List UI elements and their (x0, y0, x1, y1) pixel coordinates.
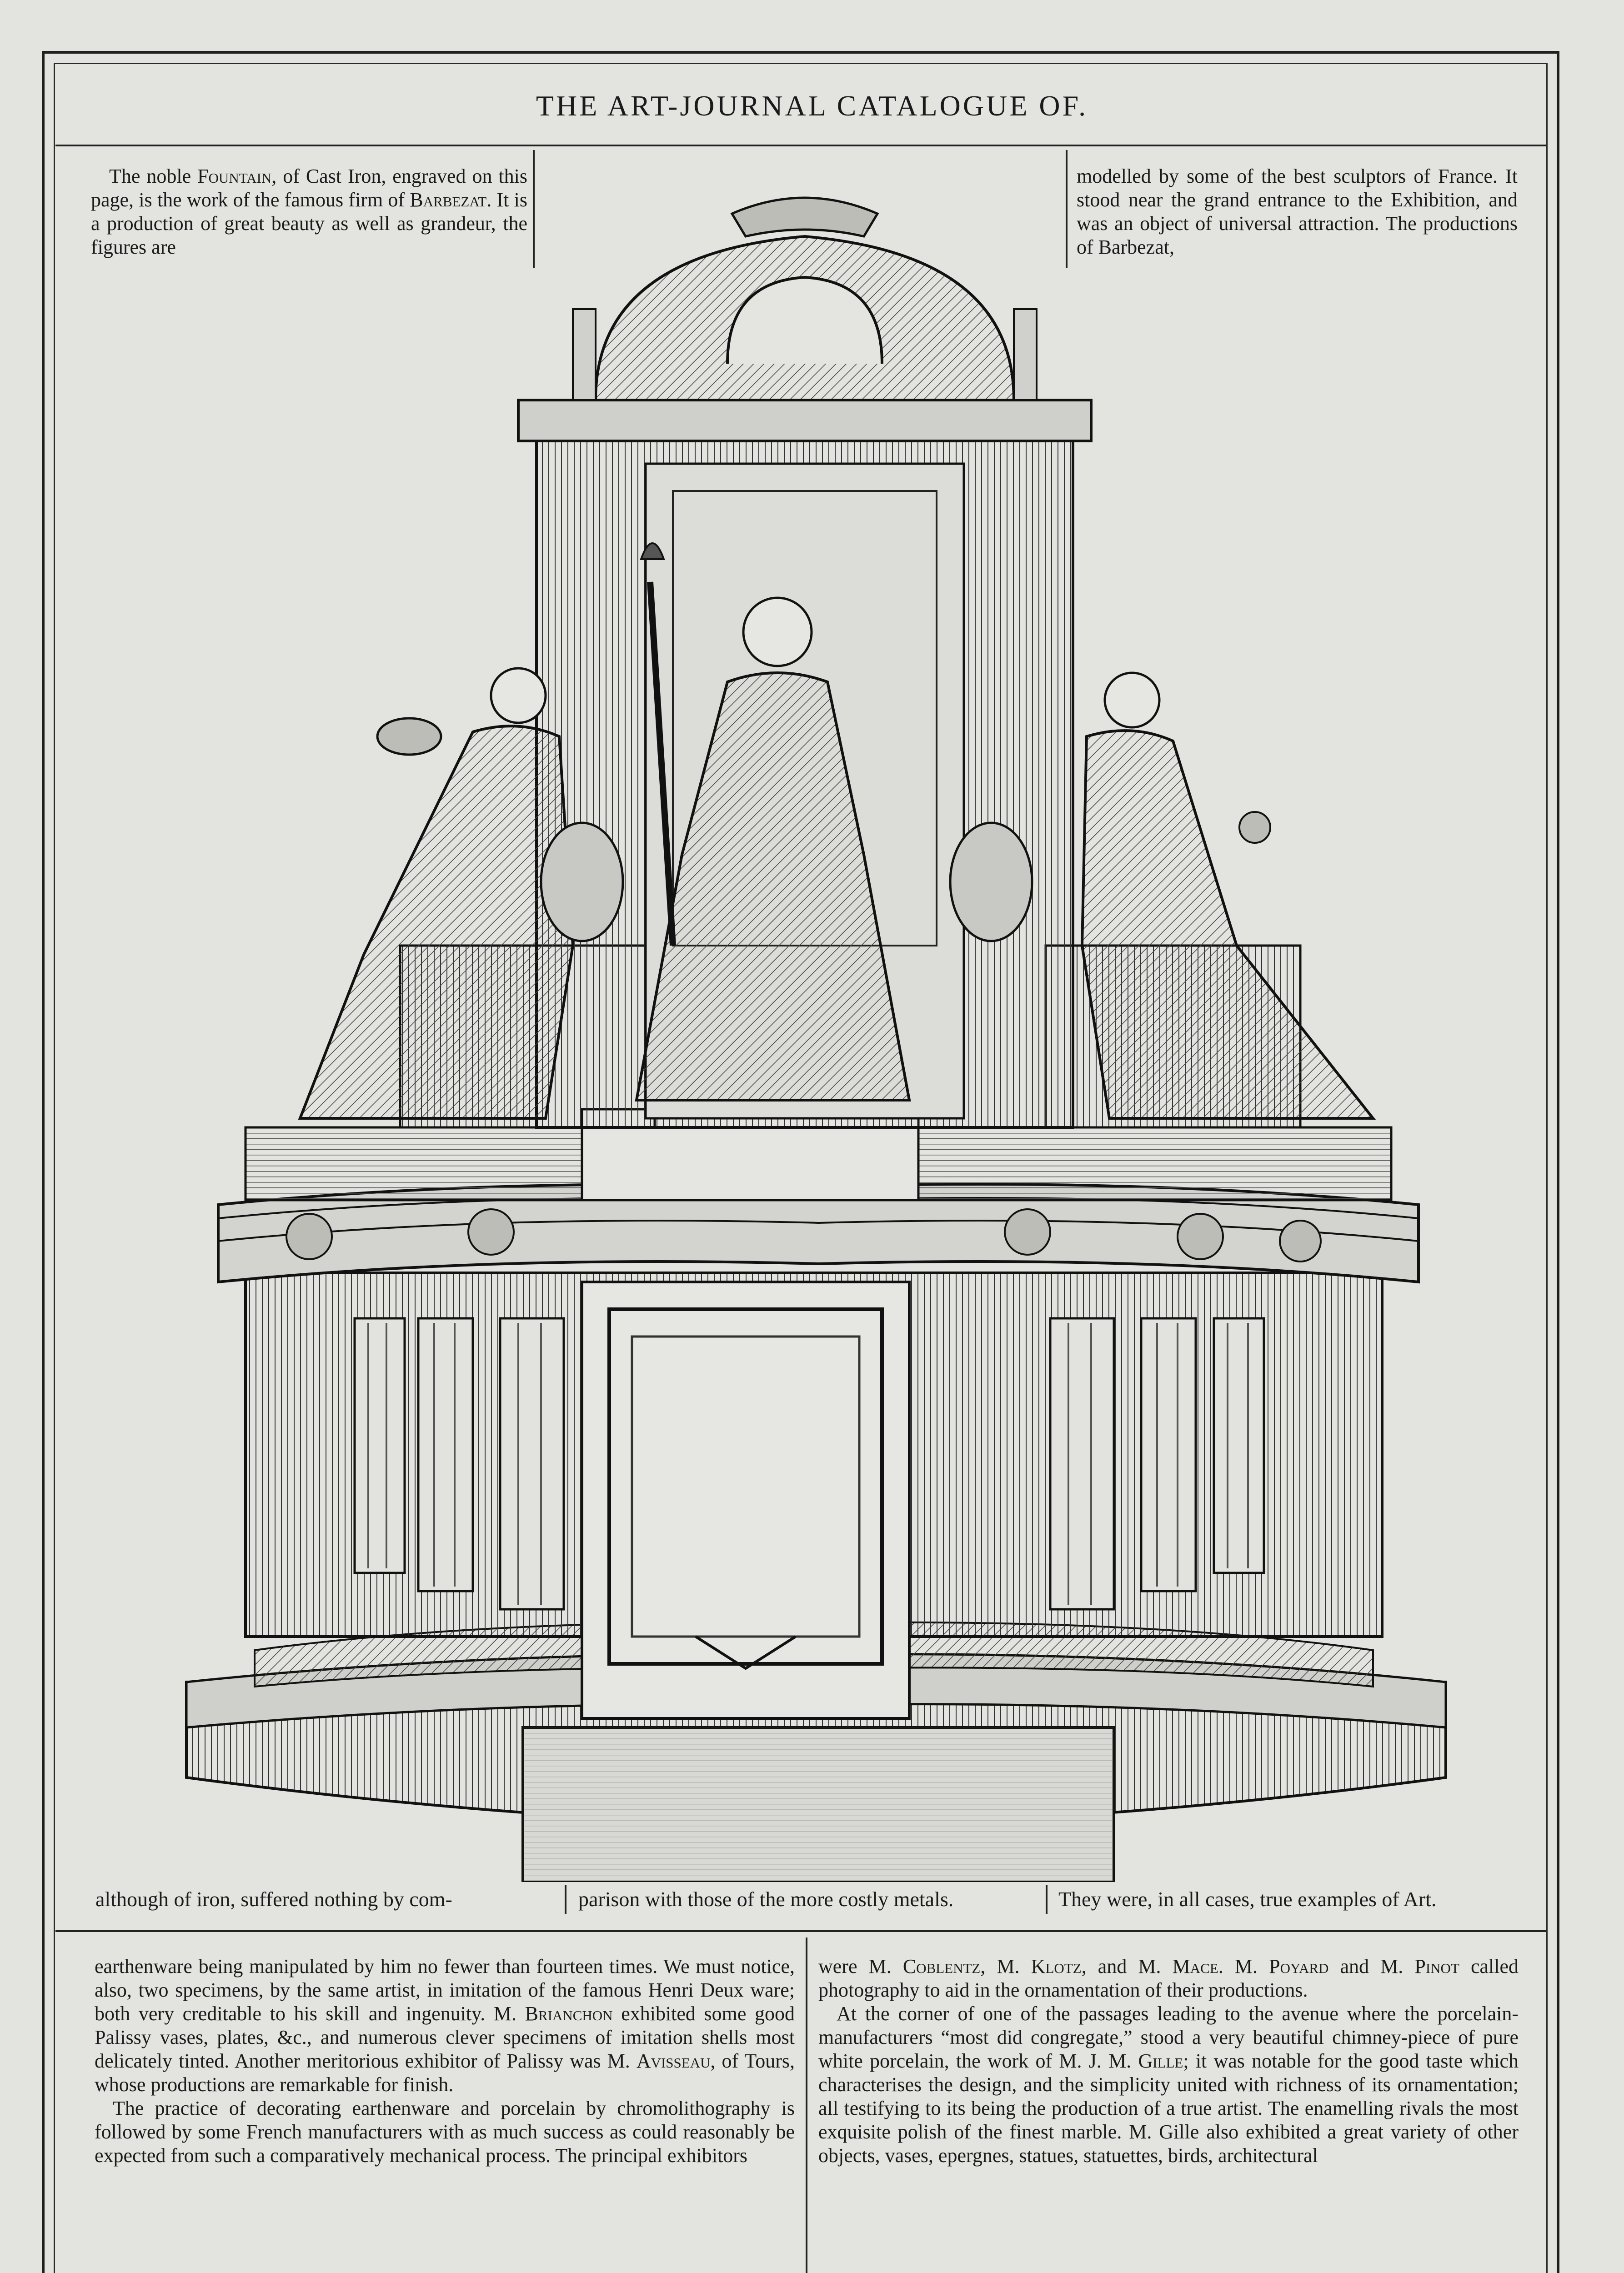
intro-text: , of Cast Iron, engraved on this page, is the work of the famous firm of (91, 165, 527, 211)
body-text: exhibited some good Palissy vases, plates, &c., and numerous clever specimens of imitation shells most delicately tinted. Another meritorious exhibitor of Palissy was M. (95, 2003, 795, 2072)
body-left-paragraph-2: The practice of decorating earthenware and porcelain by chromolithography is followed by some French manufacturers with as much success as could reasonably be expected from such a comparatively mechanical process. The principal exhibitors (95, 2097, 795, 2167)
caption-part-3: They were, in all cases, true examples of Art. (1058, 1887, 1437, 1911)
fountain-smallcaps: Fountain (197, 165, 272, 187)
running-header: THE ART-JOURNAL CATALOGUE OF. (536, 90, 1088, 122)
mace-smallcaps: Mace (1172, 1955, 1218, 1978)
left-seated-figure (300, 668, 573, 1118)
intro-right-paragraph: modelled by some of the best sculptors of France. It stood near the grand entrance to the Exhibition, and was an object of universal attraction. The productions of Barbezat, (1077, 165, 1518, 258)
caption-part-2: parison with those of the more costly metals. (578, 1887, 954, 1911)
body-text: At the corner of one of the passages leading to the avenue where the porcelain-manufacturers “most did congregate,” stood a very beautiful chimney-piece of pure white porcelain, the work of M. (818, 2003, 1519, 2072)
body-left-paragraph-1 (95, 1955, 795, 2097)
body-text: , and M. (1081, 1955, 1173, 1978)
avisseau-smallcaps: Avisseau (636, 2050, 711, 2072)
gille-smallcaps: J. M. Gille (1088, 2050, 1183, 2072)
body-text: called photography to aid in the ornamentation of their productions. (818, 1955, 1519, 2001)
body-right-column (818, 1955, 1519, 2168)
intro-text: . It is a production of great beauty as well as grandeur, the figures are (91, 189, 527, 258)
body-text: . M. (1218, 1955, 1269, 1978)
body-text: and M. (1328, 1955, 1415, 1978)
caption-part-1: although of iron, suffered nothing by com- (95, 1887, 452, 1911)
klotz-smallcaps: Klotz (1031, 1955, 1082, 1978)
body-text: ; it was notable for the good taste which characterises the design, and the simplicity united with richness of its ornamentation; all testifying to its being the production of a true artist. The enamelling rivals the most exquisite polish of the finest marble. M. Gille also exhibited a great variety of other objects, vases, epergnes, statues, statuettes, birds, architectural (818, 2050, 1519, 2167)
brianchon-smallcaps: Brianchon (525, 2003, 613, 2025)
body-column-divider (806, 1938, 807, 2273)
intro-text: The noble (109, 165, 198, 187)
fountain-engraving (173, 173, 1455, 1882)
body-text: were M. (818, 1955, 903, 1978)
pinot-smallcaps: Pinot (1414, 1955, 1459, 1978)
header-rule (55, 145, 1546, 146)
body-left-column (95, 1955, 795, 2168)
body-right-paragraph-1 (818, 1955, 1519, 2002)
poyard-smallcaps: Poyard (1269, 1955, 1329, 1978)
barbezat-smallcaps: Barbezat (410, 189, 487, 211)
caption-divider-1 (565, 1885, 566, 1914)
body-text: earthenware being manipulated by him no fewer than fourteen times. We must notice, also, two specimens, by the same artist, in imitation of the famous Henri Deux ware; both very creditable to his skill and ingenuity. M. (95, 1955, 795, 2025)
caption-divider-2 (1046, 1885, 1048, 1914)
body-text: , of Tours, whose productions are remarkable for finish. (95, 2050, 795, 2096)
body-top-rule (55, 1930, 1546, 1932)
right-seated-figure (1082, 673, 1373, 1118)
coblentz-smallcaps: Coblentz (902, 1955, 981, 1978)
body-right-paragraph-2 (818, 2002, 1519, 2168)
body-text: , M. (980, 1955, 1031, 1978)
